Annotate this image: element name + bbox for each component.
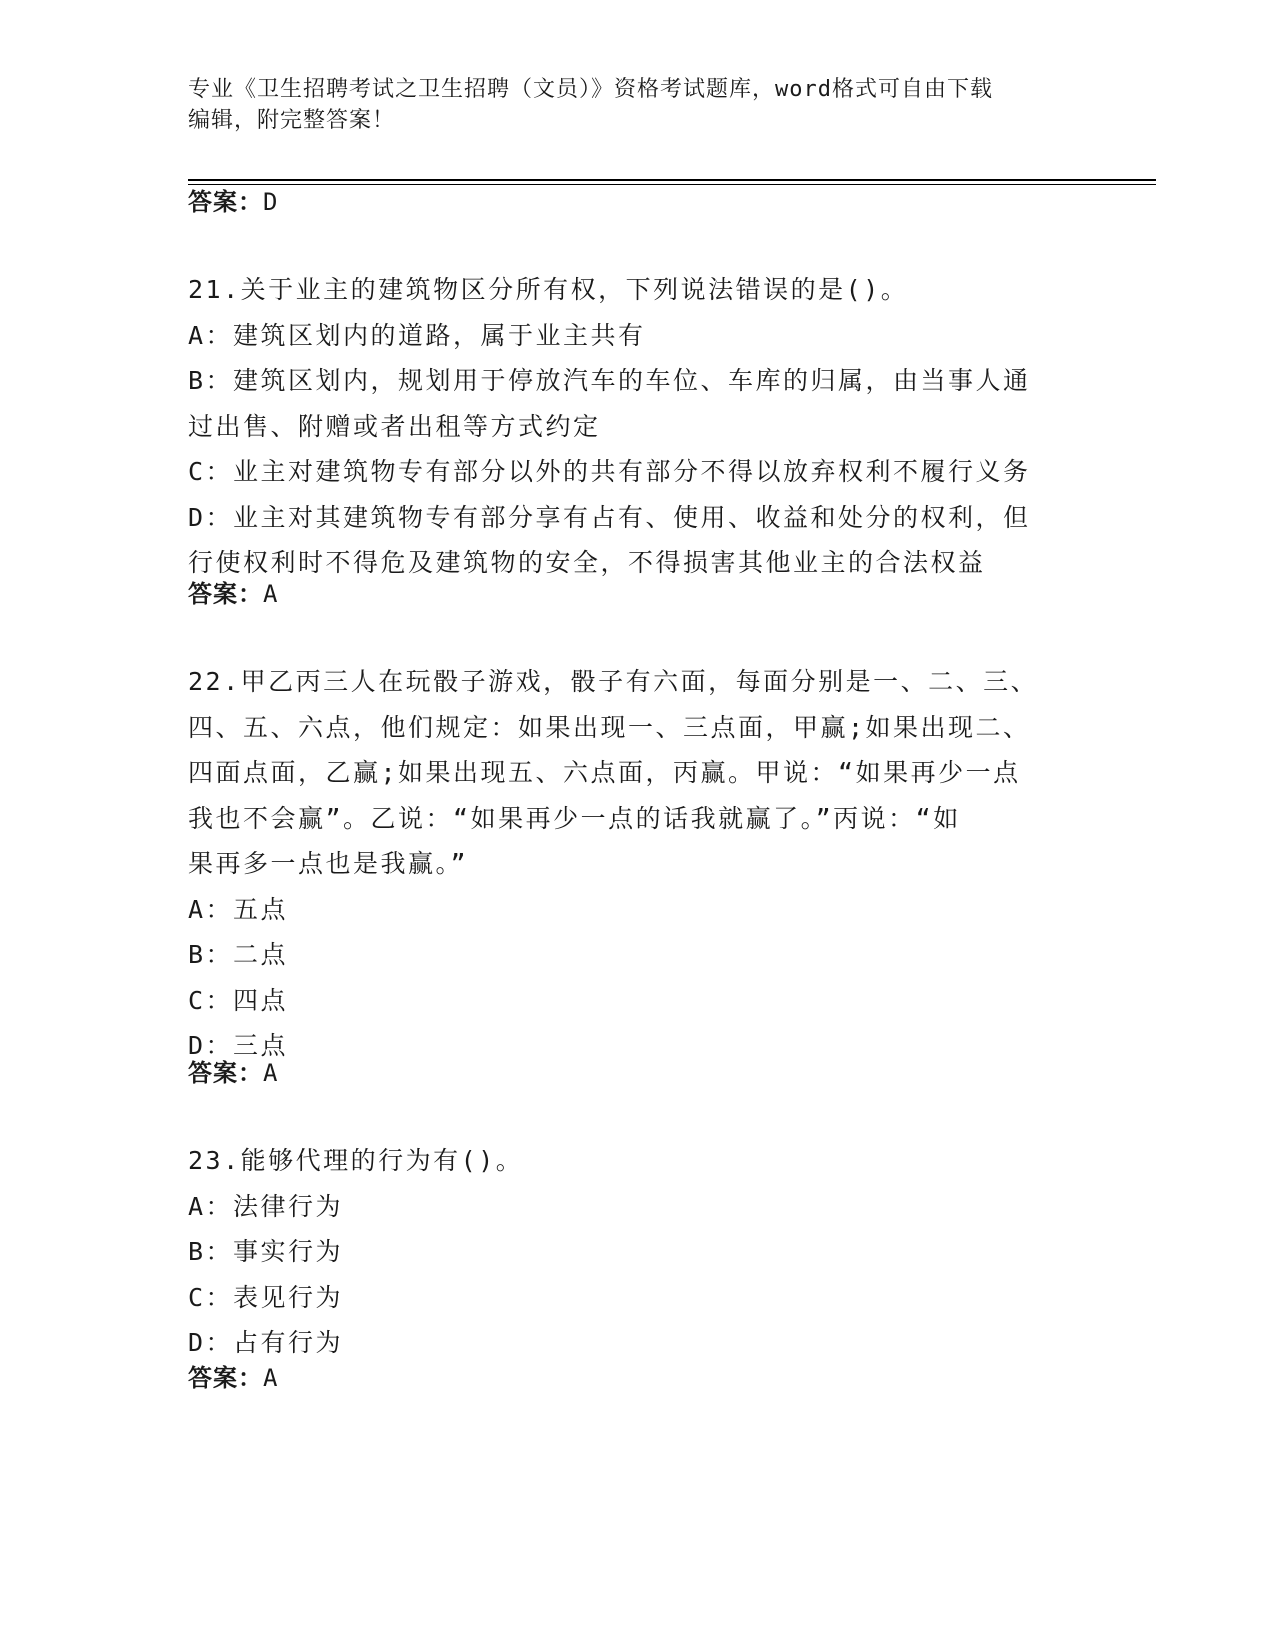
question-stem: 23.能够代理的行为有()。	[188, 1146, 524, 1175]
answer-22	[188, 1057, 278, 1089]
option-a: A：五点	[188, 894, 289, 924]
answer-label: 答案：	[188, 188, 263, 216]
answer-label: 答案：	[188, 580, 263, 608]
option-a: A：建筑区划内的道路，属于业主共有	[188, 320, 646, 350]
option-b-line-2: 过出售、附赠或者出租等方式约定	[188, 411, 601, 441]
header-line-2: 编辑，附完整答案！	[188, 108, 396, 133]
question-stem-line-4: 我也不会赢”。乙说：“如果再少一点的话我就赢了。”丙说：“如	[188, 803, 961, 833]
option-d-line-2: 行使权利时不得危及建筑物的安全，不得损害其他业主的合法权益	[188, 548, 986, 577]
option-b-line-1: B：建筑区划内，规划用于停放汽车的车位、车库的归属，由当事人通	[188, 366, 1031, 395]
option-d-line-1: D：业主对其建筑物专有部分享有占有、使用、收益和处分的权利，但	[188, 502, 1031, 532]
question-stem-line-1: 22.甲乙丙三人在玩骰子游戏，骰子有六面，每面分别是一、二、三、	[188, 667, 1039, 696]
answer-value: A	[263, 1059, 279, 1087]
question-23	[188, 1138, 1078, 1366]
answer-value: A	[263, 580, 279, 608]
option-b: B：事实行为	[188, 1237, 344, 1266]
answer-value: A	[263, 1364, 279, 1392]
answer-23	[188, 1362, 278, 1394]
option-c: C：业主对建筑物专有部分以外的共有部分不得以放弃权利不履行义务	[188, 457, 1031, 486]
answer-21	[188, 578, 278, 610]
answer-value: D	[263, 188, 279, 216]
option-b: B：二点	[188, 940, 289, 969]
option-d: D：占有行为	[188, 1328, 344, 1357]
option-c: C：四点	[188, 985, 289, 1015]
answer-label: 答案：	[188, 1059, 263, 1087]
question-stem-line-2: 四、五、六点，他们规定：如果出现一、三点面，甲赢;如果出现二、	[188, 712, 1031, 742]
question-stem: 21.关于业主的建筑物区分所有权，下列说法错误的是()。	[188, 275, 909, 304]
option-d: D：三点	[188, 1031, 289, 1060]
header-divider-thin	[188, 184, 1156, 185]
header-divider-thick	[188, 179, 1156, 181]
answer-label: 答案：	[188, 1364, 263, 1392]
question-stem-line-3: 四面点面，乙赢;如果出现五、六点面，丙赢。甲说：“如果再少一点	[188, 758, 1021, 787]
header-line-1: 专业《卫生招聘考试之卫生招聘（文员）》资格考试题库，word格式可自由下载	[188, 77, 993, 102]
question-21	[188, 267, 1078, 586]
question-22	[188, 659, 1078, 1069]
option-c: C：表见行为	[188, 1282, 344, 1312]
document-header	[188, 74, 1068, 136]
question-stem-line-5: 果再多一点也是我赢。”	[188, 849, 469, 878]
option-a: A：法律行为	[188, 1191, 344, 1221]
previous-answer	[188, 186, 278, 218]
